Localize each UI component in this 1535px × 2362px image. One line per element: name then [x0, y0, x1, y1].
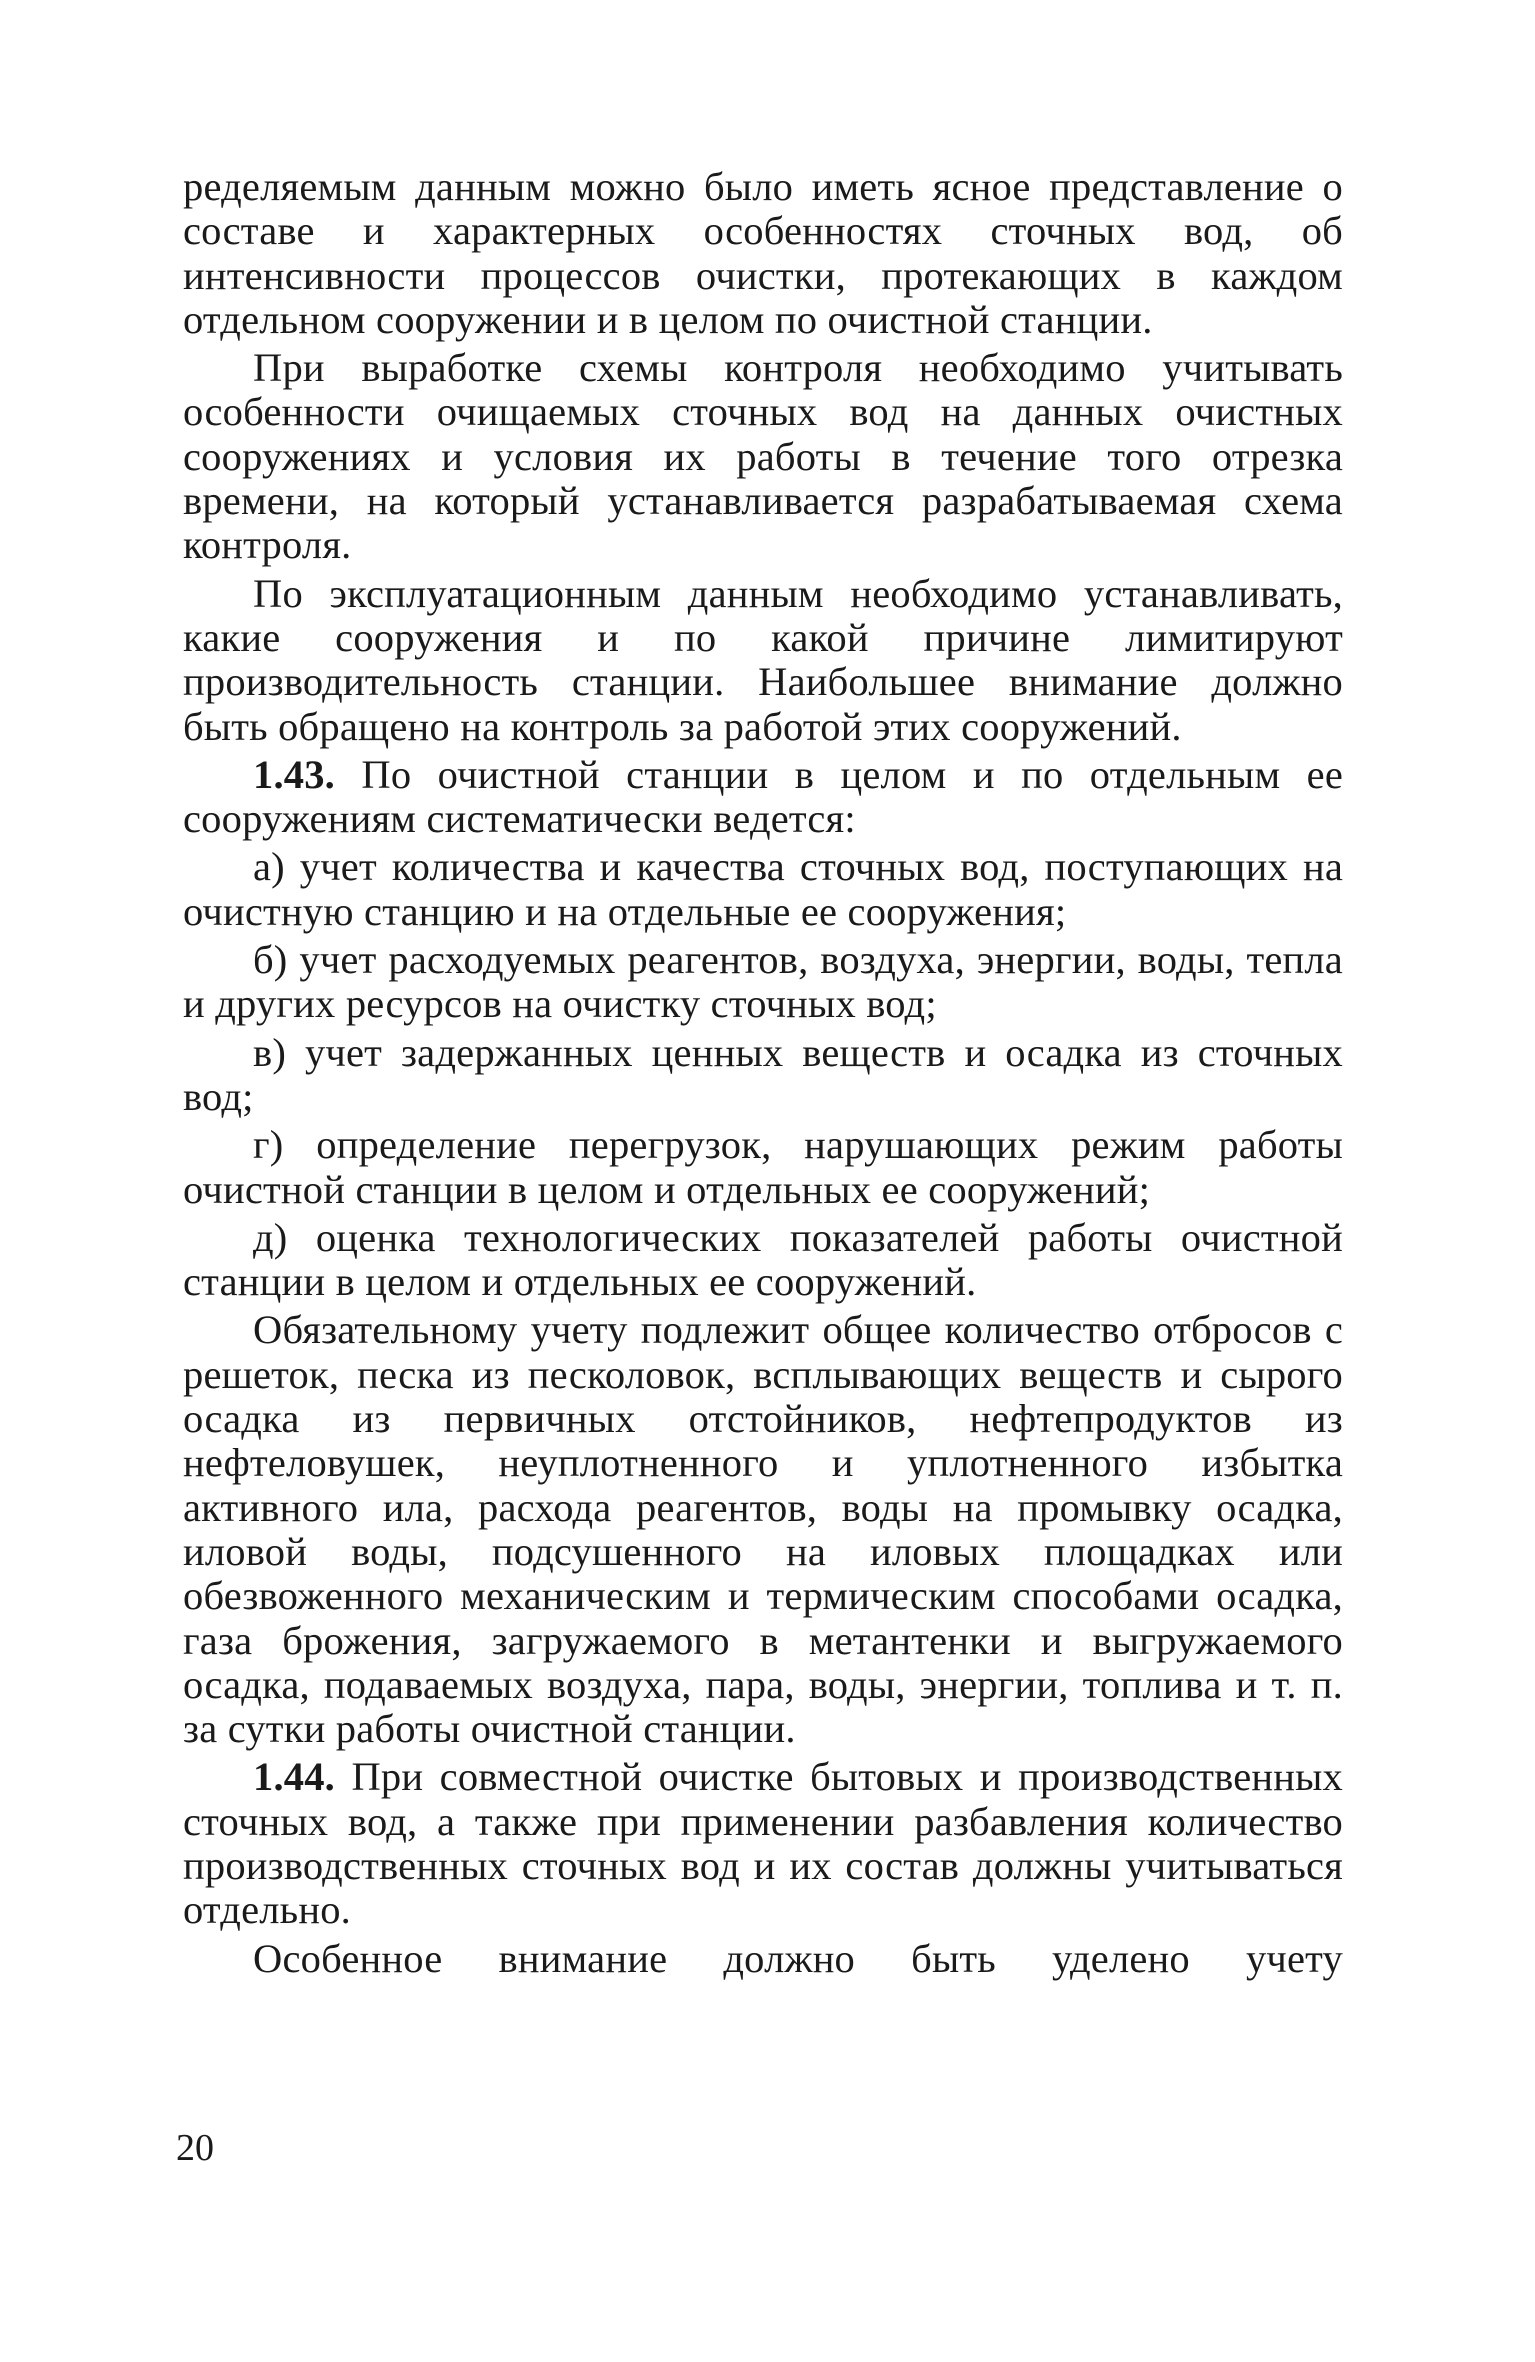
paragraph-special-attention: Особенное внимание должно быть уделено учету: [253, 1935, 1343, 1981]
paragraph-continuation: ределяемым данным можно было иметь ясное представление о составе и характерных особенностях сточных вод, об интенсивности процессов очистки, протекающих в каждом отдельном сооружении и в целом по очистной станции.: [183, 164, 1343, 342]
page-number: 20: [176, 2127, 214, 2169]
page-body: [183, 165, 1343, 1981]
paragraph-1-43-text: По очистной станции в целом и по отдельным ее сооружениям систематически ведется:: [183, 751, 1344, 842]
paragraph-control-scheme: При выработке схемы контроля необходимо учитывать особенности очищаемых сточных вод на данных очистных сооружениях и условия их работы в течение того отрезка времени, на который устанавливается разрабатываемая схема контроля.: [183, 345, 1343, 568]
section-number-1-43: 1.43.: [253, 751, 335, 797]
list-item-a: а) учет количества и качества сточных вод, поступающих на очистную станцию и на отдельные ее сооружения;: [183, 844, 1343, 934]
paragraph-1-44: [183, 1755, 1343, 1932]
list-item-g: г) определение перегрузок, нарушающих режим работы очистной станции в целом и отдельных ее сооружений;: [183, 1122, 1343, 1212]
section-number-1-44: 1.44.: [253, 1754, 335, 1800]
list-item-v: в) учет задержанных ценных веществ и осадка из сточных вод;: [183, 1029, 1343, 1119]
paragraph-operational-data: По эксплуатационным данным необходимо устанавливать, какие сооружения и по какой причине лимитируют производительность станции. Наибольшее внимание должно быть обращено на контроль за работой этих сооружений.: [183, 570, 1343, 749]
list-item-d: д) оценка технологических показателей работы очистной станции в целом и отдельных ее сооружений.: [183, 1214, 1343, 1305]
paragraph-1-44-text: При совместной очистке бытовых и производственных сточных вод, а также при применении разбавления количество производственных сточных вод и их состав должны учитываться отдельно.: [183, 1754, 1343, 1933]
list-item-b: б) учет расходуемых реагентов, воздуха, энергии, воды, тепла и других ресурсов на очистку сточных вод;: [183, 937, 1343, 1027]
paragraph-1-43: [183, 753, 1343, 842]
paragraph-mandatory-accounting: Обязательному учету подлежит общее количество отбросов с решеток, песка из песколовок, всплывающих веществ и сырого осадка из первичных отстойников, нефтепродуктов из нефтеловушек, неуплотненного и уплотненного избытка активного ила, расхода реагентов, воды на промывку осадка, иловой воды, подсушенного на иловых площадках или обезвоженного механическим и термическим способами осадка, газа брожения, загружаемого в метантенки и выгружаемого осадка, подаваемых воздуха, пара, воды, энергии, топлива и т. п. за сутки работы очистной станции.: [183, 1307, 1343, 1752]
